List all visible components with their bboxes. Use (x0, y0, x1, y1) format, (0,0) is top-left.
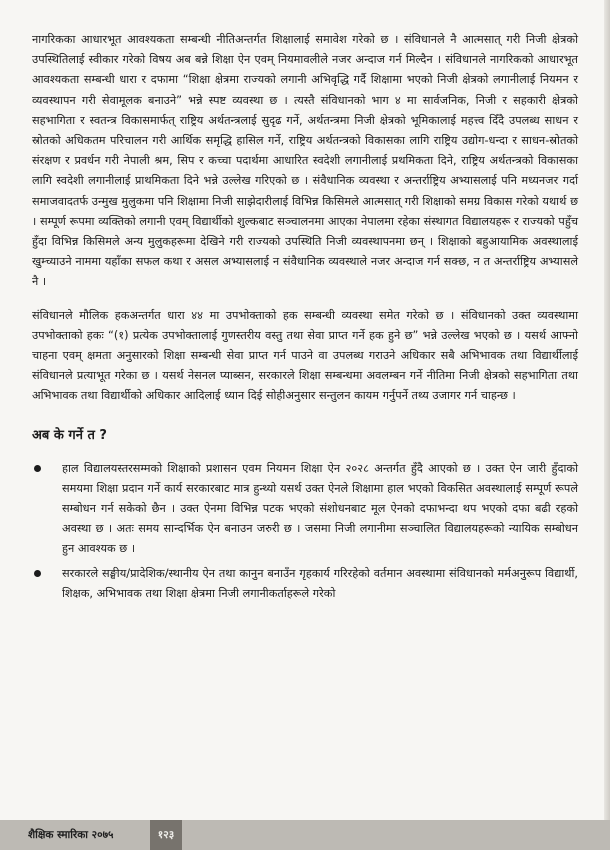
article-body (32, 30, 578, 608)
page-edge-shadow (604, 0, 610, 850)
bullet-icon (34, 465, 41, 472)
list-item-text: सरकारले सङ्घीय/प्रादेशिक/स्थानीय ऐन तथा कानुन बनाउँन गृहकार्य गरिरहेको वर्तमान अवस्थामा संविधानको मर्मअनुरूप विद्यार्थी, शिक्षक, अभिभावक तथा शिक्षा क्षेत्रमा निजी लगानीकर्ताहरूले गरेको (62, 566, 578, 600)
body-paragraph-1: नागरिकका आधारभूत आवश्यकता सम्बन्धी नीतिअन्तर्गत शिक्षालाई समावेश गरेको छ । संविधानले नै आत्मसात् गरी निजी क्षेत्रको उपस्थितिलाई स्वीकार गरेको विषय अब बन्ने शिक्षा ऐन एवम् नियमावलीले नजर अन्दाज गर्न मिल्दैन । संविधानले नागरिकको आधारभूत आवश्यकता सम्बन्धी धारा र दफामा “शिक्षा क्षेत्रमा राज्यको लगानी अभिवृद्धि गर्दै शिक्षामा भएको निजी क्षेत्रको लगानीलाई नियमन र व्यवस्थापन गरी सेवामूलक बनाउने” भन्ने स्पष्ट व्यवस्था छ । त्यस्तै संविधानको भाग ४ मा सार्वजनिक, निजी र सहकारी क्षेत्रको सहभागिता र स्वतन्त्र विकासमार्फत् राष्ट्रिय अर्थतन्त्रलाई सुदृढ गर्ने, अर्थतन्त्रमा निजी क्षेत्रको भूमिकालाई महत्त्व दिँदै उपलब्ध साधन र स्रोतको अधिकतम परिचालन गरी आर्थिक समृद्धि हासिल गर्ने, राष्ट्रिय अर्थतन्त्रको विकासका लागि राष्ट्रिय उद्योग-धन्दा र साधन-स्रोतको संरक्षण र प्रवर्धन गरी नेपाली श्रम, सिप र कच्चा पदार्थमा आधारित स्वदेशी लगानीलाई प्रथमिकता दिने, राष्ट्रिय अर्थतन्त्रको विकासका लागि स्वदेशी लगानीलाई प्राथमिकता दिने भन्ने उल्लेख गरिएको छ । संवैधानिक व्यवस्था र अन्तर्राष्ट्रिय अभ्यासलाई पनि मध्यनजर गर्दा समाजवादतर्फ उन्मुख मुलुकमा पनि शिक्षामा निजी साझेदारीलाई विभिन्न किसिमले आत्मसात् गरी शिक्षाको समग्र विकास गरेको यथार्थ छ । सम्पूर्ण रूपमा व्यक्तिको लगानी एवम् विद्यार्थीको शुल्कबाट सञ्चालनमा आएका नेपालमा रहेका संस्थागत विद्यालयहरू र राज्यको पहुँच हुँदा विभिन्न किसिमले अन्य मुलुकहरूमा देखिने गरी राज्यको उपस्थिति निजी व्यवस्थापनमा छन् । शिक्षाको बहुआयामिक अवस्थालाई खुम्च्याउने नाममा यहाँका सफल कथा र असल अभ्यासलाई न संवैधानिक व्यवस्थाले नजर अन्दाज गर्न सक्छ, न त अन्तर्राष्ट्रिय अभ्यासले नै । (32, 33, 578, 289)
list-item-text: हाल विद्यालयस्तरसम्मको शिक्षाको प्रशासन एवम नियमन शिक्षा ऐन २०२८ अन्तर्गत हुँदै आएको छ । उक्त ऐन जारी हुँदाको समयमा शिक्षा प्रदान गर्ने कार्य सरकारबाट मात्र हुन्थ्यो यसर्थ उक्त ऐनले शिक्षामा हाल भएको विकसित अवस्थालाई सम्पूर्ण रूपले सम्बोधन गर्न सकेको छैन । उक्त ऐनमा विभिन्न पटक भएको संशोधनबाट मूल ऐनको दफाभन्दा थप भएको दफा बढी रहको अवस्था छ । अतः समय सान्दर्भिक ऐन बनाउन जरुरी छ । जसमा निजी लगानीमा सञ्चालित विद्यालयहरूको न्यायिक सम्बोधन हुन आवश्यक छ । (62, 461, 578, 556)
bullet-list (32, 459, 578, 604)
bullet-icon (34, 570, 41, 577)
page-footer (0, 820, 610, 850)
section-heading: अब के गर्ने त ? (32, 427, 107, 443)
footer-publication-title: शैक्षिक स्मारिका २०७५ (28, 829, 114, 841)
page-number: १२३ (150, 820, 182, 850)
list-item (32, 564, 578, 604)
list-item (32, 459, 578, 560)
body-paragraph-2: संविधानले मौलिक हकअन्तर्गत धारा ४४ मा उपभोक्ताको हक सम्बन्धी व्यवस्था समेत गरेको छ । संविधानको उक्त व्यवस्थामा उपभोक्ताको हकः “(१) प्रत्येक उपभोक्तालाई गुणस्तरीय वस्तु तथा सेवा प्राप्त गर्ने हक हुने छ” भन्ने उल्लेख भएको छ । यसर्थ आफ्नो चाहना एवम् क्षमता अनुसारको शिक्षा सम्बन्धी सेवा प्राप्त गर्न पाउने वा उपलब्ध गराउने अधिकार सबै अभिभावक तथा विद्यार्थीलाई संविधानले प्रत्याभूत गरेका छ । यसर्थ नेसनल प्याब्सन, सरकारले शिक्षा सम्बन्धमा अवलम्बन गर्ने नीतिमा निजी क्षेत्रको सहभागिता तथा अभिभावक तथा विद्यार्थीको अधिकार आदिलाई ध्यान दिई सोहीअनुसार सन्तुलन कायम गर्नुपर्ने तथ्य उजागर गर्न चाहन्छ । (32, 308, 578, 403)
